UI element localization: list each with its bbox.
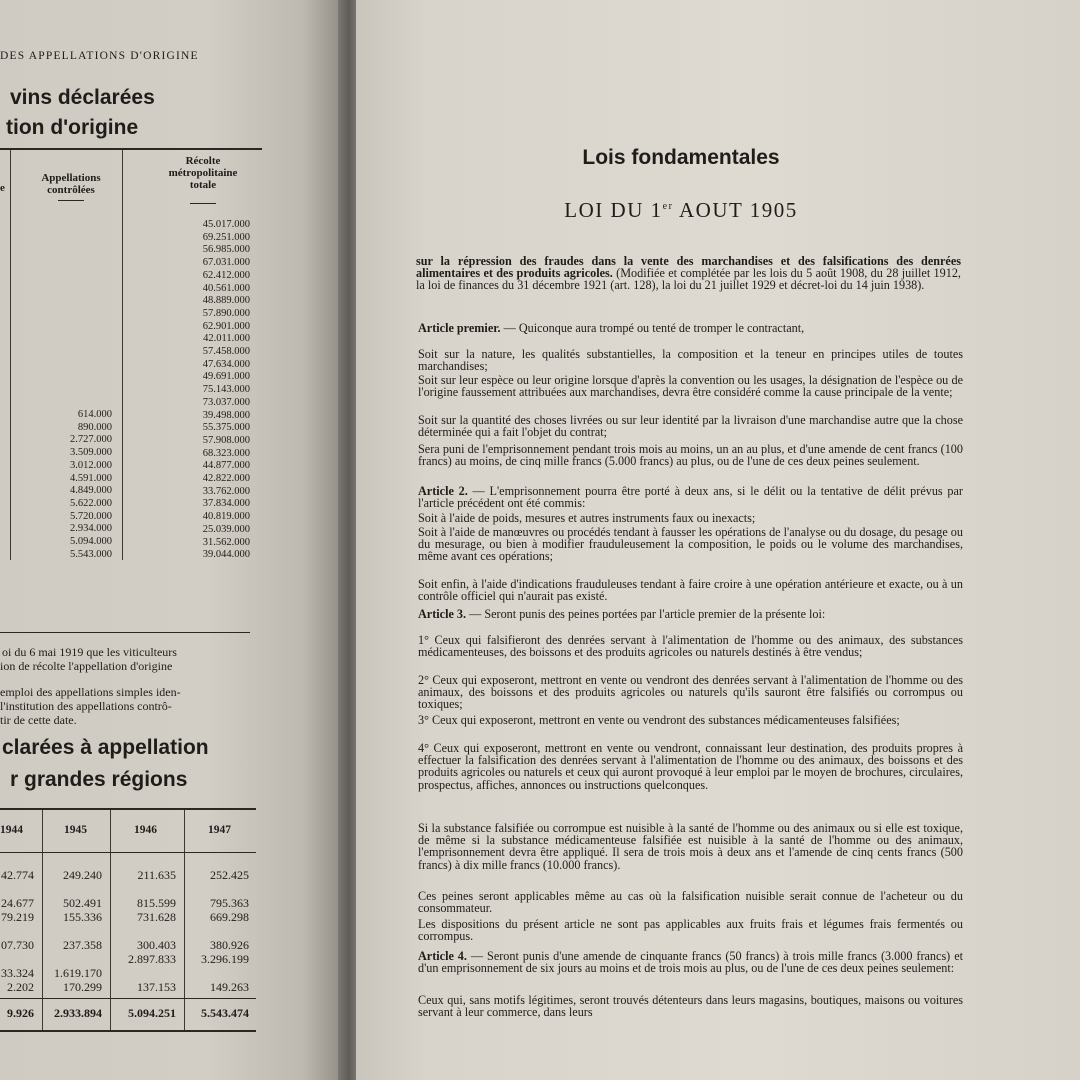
- region-cell: 149.263: [210, 980, 249, 994]
- col-a-head: e: [0, 182, 5, 194]
- law-intro: [416, 255, 961, 292]
- left-title-line1: vins déclarées: [10, 86, 155, 109]
- article-1-p4: Sera puni de l'emprisonnement pendant trois mois au moins, un an au plus, et d'une amende de cent francs (100 francs) au moins, de cinq mille francs (5.000 francs) au plus, ou de l'une de ces deux peines seulement.: [418, 442, 963, 469]
- appellations-value: 890.000: [77, 421, 112, 433]
- left-title2-line2: r grandes régions: [10, 768, 188, 791]
- region-cell: 1.619.170: [54, 966, 102, 980]
- law-title-text: LOI DU 1: [564, 198, 663, 222]
- recolte-value: 42.011.000: [203, 333, 250, 345]
- region-cell: 3.296.199: [201, 952, 249, 966]
- article-label: Article premier.: [418, 321, 501, 335]
- article-3-p2: 2° Ceux qui exposeront, mettront en vente ou vendront des denrées servant à l'alimentation de l'homme ou des animaux, des boissons et des produits agricoles ou naturels qu'ils sauront être falsifiés ou corrompus ou toxiques;: [418, 673, 963, 712]
- region-cell: 9.926: [7, 1006, 34, 1020]
- region-cell: 300.403: [137, 938, 176, 952]
- appellations-value: 4.849.000: [70, 485, 112, 497]
- recolte-value: 55.375.000: [202, 422, 250, 434]
- recolte-value: 69.251.000: [202, 231, 250, 243]
- region-cell: 669.298: [210, 910, 249, 924]
- recolte-value: 57.458.000: [202, 346, 250, 357]
- region-cell: 252.425: [210, 868, 249, 882]
- article-4: [418, 950, 963, 974]
- right-page: [356, 0, 1080, 1080]
- recolte-value: 73.037.000: [202, 396, 250, 408]
- col-dash: [58, 200, 84, 201]
- recolte-value: 45.017.000: [202, 219, 250, 230]
- region-cell: 815.599: [137, 896, 176, 910]
- article-3-p5: Si la substance falsifiée ou corrompue est nuisible à la santé de l'homme ou des animaux ou si elle est toxique, de même si la substance médicamenteuse falsifiée est nuisible à la santé de l'homme ou des animaux, l'emprisonnement devra être appliqué. Il sera de trois mois à deux ans et l'amende de cinq cents francs (500 francs) à dix mille francs (10.000 francs).: [418, 821, 963, 872]
- region-cell: 5.543.474: [201, 1006, 249, 1020]
- article-1-p3: Soit sur la quantité des choses livrées ou sur leur identité par la livraison d'une marchandise autre que la chose déterminée qui a fait l'objet du contrat;: [418, 413, 963, 440]
- article-text: — Quiconque aura trompé ou tenté de tromper le contractant,: [500, 321, 805, 335]
- regions-total-rule: [0, 998, 256, 999]
- recolte-value: 39.498.000: [202, 409, 250, 421]
- recolte-value: 37.834.000: [202, 498, 250, 510]
- appellations-value: 5.094.000: [70, 536, 112, 547]
- region-cell: 249.240: [63, 868, 102, 882]
- note-line: oi du 6 mai 1919 que les viticulteurs: [2, 645, 177, 659]
- article-2-p2: Soit à l'aide de manœuvres ou procédés tendant à fausser les opérations de l'analyse ou du dosage, du pesage ou du mesurage, ou bien à modifier frauduleusement la composition, le poids ou le volume des marchandises, même avant ces opérations;: [418, 525, 963, 564]
- recolte-value: 62.901.000: [202, 320, 250, 332]
- article-4-p1: Ceux qui, sans motifs légitimes, seront trouvés détenteurs dans leurs magasins, boutiques, maisons ou voitures servant à leur commerce, dans leurs: [418, 993, 963, 1020]
- recolte-value: 47.634.000: [202, 358, 250, 370]
- appellations-value: 3.509.000: [70, 447, 112, 459]
- article-3-p6: Ces peines seront applicables même au cas où la falsification nuisible serait connue de l'acheteur ou du consommateur.: [418, 889, 963, 916]
- recolte-value: 57.908.000: [202, 434, 250, 446]
- article-1: [418, 322, 963, 334]
- appellations-value: 5.543.000: [70, 548, 112, 560]
- region-cell: 211.635: [137, 868, 176, 882]
- note-line: tir de cette date.: [0, 713, 77, 727]
- recolte-value: 62.412.000: [202, 269, 250, 281]
- regions-bottom-rule: [0, 1030, 256, 1032]
- region-cell: 2.933.894: [54, 1006, 102, 1020]
- region-cell: 155.336: [63, 910, 102, 924]
- year-header: 1947: [208, 824, 231, 836]
- article-text: — Seront punis d'une amende de cinquante francs (50 francs) à trois mille francs (3.000 francs) et d'un emprisonnement de six jours au moins et de trois mois au plus, ou de l'une de ces deux peines seulement:: [418, 949, 963, 976]
- law-title-sup: er: [662, 201, 674, 212]
- region-cell: 33.324: [1, 966, 34, 980]
- article-2: [418, 485, 963, 509]
- recolte-value: 39.044.000: [202, 549, 250, 561]
- article-3: [418, 608, 963, 620]
- note-line: ion de récolte l'appellation d'origine: [0, 659, 173, 673]
- region-cell: 237.358: [63, 938, 102, 952]
- article-1-p1: Soit sur la nature, les qualités substantielles, la composition et la teneur en principes utiles de toutes marchandises;: [418, 347, 963, 374]
- article-3-p7: Les dispositions du présent article ne sont pas applicables aux fruits frais et légumes frais fermentés ou corrompus.: [418, 917, 963, 944]
- year-header: 1945: [64, 824, 87, 836]
- regions-head-rule: [0, 852, 256, 853]
- appellations-value: 5.622.000: [70, 497, 112, 509]
- appellations-value: 4.591.000: [70, 472, 112, 484]
- page-heading: Lois fondamentales: [582, 146, 780, 169]
- recolte-value: 40.819.000: [202, 511, 250, 523]
- appellations-value: 2.727.000: [70, 434, 112, 446]
- article-3-p3: 3° Ceux qui exposeront, mettront en vente ou vendront des substances médicamenteuses falsifiées;: [418, 713, 900, 727]
- recolte-value: 75.143.000: [202, 384, 250, 396]
- article-text: — Seront punis des peines portées par l'article premier de la présente loi:: [466, 607, 826, 621]
- recolte-value: 44.877.000: [202, 460, 250, 472]
- article-2-p1: Soit à l'aide de poids, mesures et autres instruments faux ou inexacts;: [418, 511, 756, 525]
- region-cell: 79.219: [1, 910, 34, 924]
- recolte-value: 56.985.000: [202, 244, 250, 256]
- article-label: Article 2.: [418, 484, 468, 498]
- recolte-value: 48.889.000: [202, 295, 250, 307]
- recolte-value: 57.890.000: [202, 307, 250, 319]
- recolte-value: 40.561.000: [202, 282, 250, 294]
- region-cell: 07.730: [1, 938, 34, 952]
- article-text: — L'emprisonnement pourra être porté à deux ans, si le délit ou la tentative de délit prévus par l'article précédent ont été commis:: [418, 484, 963, 511]
- region-cell: 170.299: [63, 980, 102, 994]
- left-title-line2: tion d'origine: [6, 116, 139, 139]
- article-label: Article 4.: [418, 949, 467, 963]
- article-1-p2: Soit sur leur espèce ou leur origine lorsque d'après la convention ou les usages, la désignation de l'espèce ou de l'origine faussement attribuées aux marchandises, devra être considéré comme la cause principale de la vente;: [418, 373, 963, 400]
- region-cell: 42.774: [1, 868, 34, 882]
- appellations-value: 2.934.000: [70, 523, 112, 535]
- intro-rest: (Modifiée et complétée par les lois du 5 août 1908, du 28 juillet 1912, la loi de finances du 31 décembre 1921 (art. 128), la loi du 21 juillet 1929 et décret-loi du 14 juin 1938).: [416, 266, 961, 293]
- recolte-value: 42.822.000: [202, 473, 250, 484]
- col-dash: [190, 203, 216, 204]
- note-line: l'institution des appellations contrô-: [0, 699, 172, 713]
- appellations-value: 5.720.000: [70, 510, 112, 522]
- region-cell: 380.926: [210, 938, 249, 952]
- region-cell: 137.153: [137, 980, 176, 994]
- left-title2-line1: clarées à appellation: [2, 736, 209, 759]
- note-rule: [0, 632, 250, 633]
- col-divider: [122, 150, 123, 560]
- article-3-p4: 4° Ceux qui exposeront, mettront en vente ou vendront, connaissant leur destination, des produits propres à effectuer la falsification des denrées servant à l'alimentation de l'homme ou des animaux, des boissons et des produits agricoles ou naturels et ceux qui auront provoqué à leur emploi par le moyen de brochures, circulaires, prospectus, affiches, annonces ou instructions quelconques.: [418, 741, 963, 792]
- year-header: 1944: [0, 824, 23, 836]
- year-header: 1946: [134, 824, 157, 836]
- region-cell: 24.677: [1, 896, 34, 910]
- col-appellations-head: Appellations contrôlées: [41, 172, 101, 196]
- region-cell: 731.628: [137, 910, 176, 924]
- recolte-value: 31.562.000: [202, 536, 250, 548]
- recolte-value: 33.762.000: [202, 485, 250, 497]
- article-3-p1: 1° Ceux qui falsifieront des denrées servant à l'alimentation de l'homme ou des animaux, des substances médicamenteuses, des boissons et des produits agricoles ou naturels destinés à être vendus;: [418, 633, 963, 660]
- region-cell: 2.202: [7, 980, 34, 994]
- note-line: emploi des appellations simples iden-: [0, 685, 181, 699]
- table-top-rule: [0, 148, 262, 150]
- region-cell: 2.897.833: [128, 952, 176, 966]
- col-recolte-head: Récolte métropolitaine totale: [168, 155, 238, 191]
- appellations-value: 614.000: [77, 409, 112, 420]
- region-cell: 5.094.251: [128, 1006, 176, 1020]
- recolte-value: 67.031.000: [202, 257, 250, 269]
- recolte-value: 68.323.000: [202, 447, 250, 459]
- intro-lead: sur la répression des fraudes dans la vente des marchandises et des falsifications des denrées alimentaires et des produits agricoles.: [416, 254, 961, 281]
- left-page: [0, 0, 345, 1080]
- regions-top-rule: [0, 808, 256, 810]
- article-label: Article 3.: [418, 607, 467, 621]
- appellations-value: 3.012.000: [70, 459, 112, 471]
- running-head: DES APPELLATIONS D'ORIGINE: [0, 50, 199, 62]
- recolte-value: 25.039.000: [202, 523, 250, 535]
- col-divider: [10, 150, 11, 560]
- article-2-p3: Soit enfin, à l'aide d'indications frauduleuses tendant à faire croire à une opération antérieure et exacte, ou à un contrôle officiel qui n'aurait pas existé.: [418, 577, 963, 604]
- region-cell: 795.363: [210, 896, 249, 910]
- region-cell: 502.491: [63, 896, 102, 910]
- recolte-value: 49.691.000: [202, 371, 250, 383]
- law-title: [356, 198, 1006, 223]
- law-title-date: AOUT 1905: [673, 198, 798, 222]
